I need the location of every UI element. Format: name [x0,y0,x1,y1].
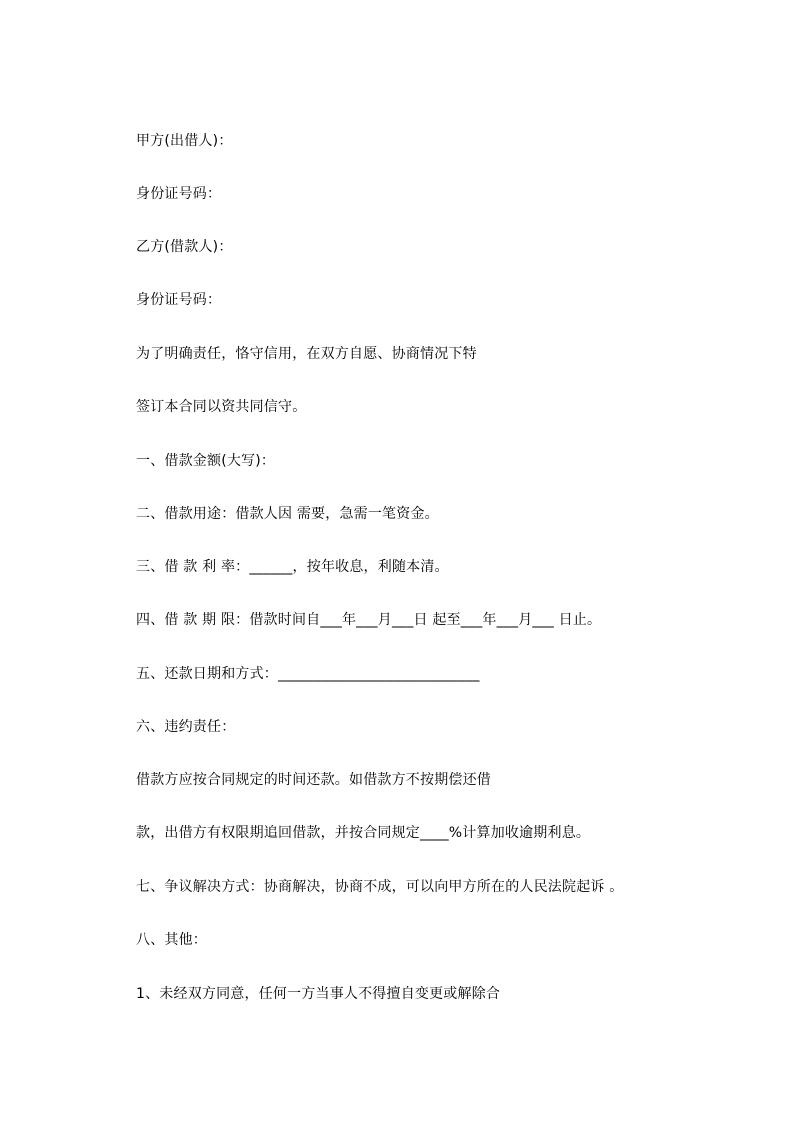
party-a-lender-label: 甲方(出借人)： [136,133,233,149]
clause-3-interest-rate: 三、借 款 利 率：______，按年收息，利随本清。 [136,559,449,575]
clause-6-breach-heading: 六、违约责任： [136,719,236,735]
clause-6-breach-text-2: 款，出借方有权限期追回借款，并按合同规定____%计算加收逾期利息。 [136,825,591,841]
preamble-line-2: 签订本合同以资共同信守。 [136,399,307,415]
clause-8-item-1: 1、未经双方同意，任何一方当事人不得擅自变更或解除合 [136,986,501,1002]
clause-6-breach-text-1: 借款方应按合同规定的时间还款。如借款方不按期偿还借 [136,772,491,788]
clause-1-loan-amount: 一、借款金额(大写)： [136,453,276,469]
clause-7-dispute-resolution: 七、争议解决方式：协商解决，协商不成，可以向甲方所在的人民法院起诉 。 [136,879,624,895]
clause-5-repayment: 五、还款日期和方式：____________________________ [136,666,480,682]
party-a-id-number-label: 身份证号码： [136,186,222,202]
party-b-id-number-label: 身份证号码： [136,292,222,308]
party-b-borrower-label: 乙方(借款人)： [136,239,233,255]
clause-4-loan-term: 四、借 款 期 限：借款时间自___年___月___日 起至___年___月___ 日止。 [136,612,602,628]
preamble-line-1: 为了明确责任，恪守信用，在双方自愿、协商情况下特 [136,346,477,362]
clause-2-loan-purpose: 二、借款用途：借款人因 需要，急需一笔资金。 [136,506,439,522]
clause-8-other-heading: 八、其他： [136,932,207,948]
